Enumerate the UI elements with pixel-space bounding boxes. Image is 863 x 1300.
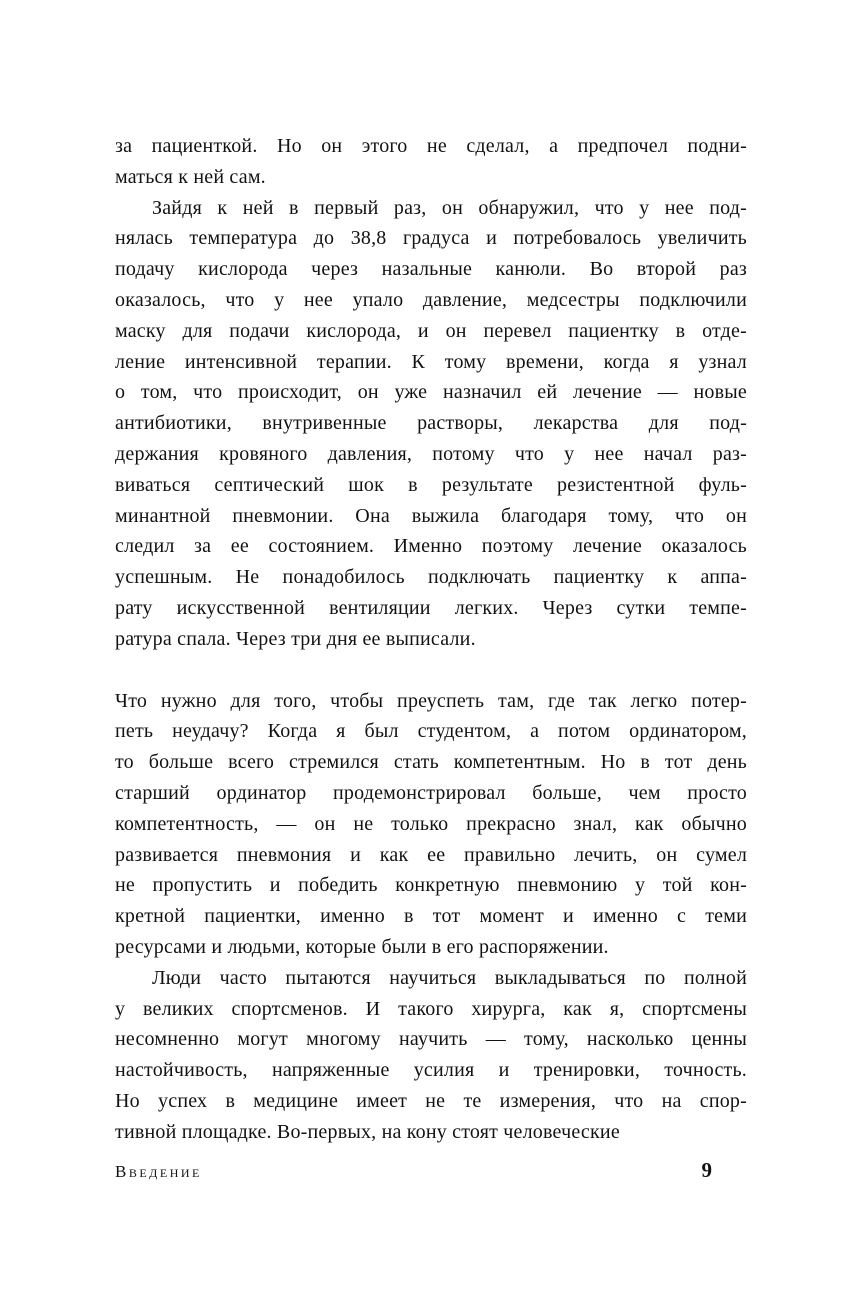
text-line: виваться септический шок в результате резистентной фуль- — [115, 473, 747, 496]
page-footer — [115, 1158, 712, 1183]
footer-section-title: Введение — [115, 1162, 202, 1181]
text-line: антибиотики, внутривенные растворы, лекарства для под- — [115, 412, 747, 435]
text-line: то больше всего стремился стать компетентным. Но в тот день — [115, 751, 747, 774]
text-line: подачу кислорода через назальные канюли. Во второй раз — [115, 258, 747, 281]
text-line: Но успех в медицине имеет не те измерения, что на спор- — [115, 1089, 747, 1112]
text-line: кретной пациентки, именно в тот момент и именно с теми — [115, 905, 747, 928]
text-line: оказалось, что у нее упало давление, медсестры подключили — [115, 288, 747, 311]
text-line: нялась температура до 38,8 градуса и потребовалось увеличить — [115, 227, 747, 250]
paragraph — [115, 963, 747, 1148]
text-line: петь неудачу? Когда я был студентом, а потом ординатором, — [115, 720, 747, 743]
text-line: маться к ней сам. — [115, 165, 266, 188]
text-line: минантной пневмонии. Она выжила благодаря тому, что он — [115, 504, 747, 527]
text-line: маску для подачи кислорода, и он перевел пациентку в отде- — [115, 319, 747, 342]
text-line: ресурсами и людьми, которые были в его распоряжении. — [115, 935, 609, 958]
text-line: у великих спортсменов. И такого хирурга, как я, спортсмены — [115, 997, 747, 1020]
paragraph — [115, 193, 747, 655]
text-block — [115, 131, 747, 1148]
text-line: несомненно могут многому научить — тому, насколько ценны — [115, 1028, 747, 1051]
text-line: рату искусственной вентиляции легких. Через сутки темпе- — [115, 596, 747, 619]
paragraph — [115, 131, 747, 193]
footer-page-number: 9 — [701, 1158, 712, 1182]
text-line: держания кровяного давления, потому что у нее начал раз- — [115, 442, 747, 465]
text-line: следил за ее состоянием. Именно поэтому лечение оказалось — [115, 535, 747, 558]
text-line: Люди часто пытаются научиться выкладываться по полной — [152, 966, 747, 989]
text-line: настойчивость, напряженные усилия и тренировки, точность. — [115, 1059, 747, 1082]
text-line: за пациенткой. Но он этого не сделал, а предпочел подни- — [115, 135, 747, 157]
text-line: старший ординатор продемонстрировал больше, чем просто — [115, 781, 747, 804]
text-line: не пропустить и победить конкретную пневмонию у той кон- — [115, 874, 747, 897]
text-line: ратура спала. Через три дня ее выписали. — [115, 627, 476, 650]
text-line: успешным. Не понадобилось подключать пациентку к аппа- — [115, 566, 747, 589]
text-line: тивной площадке. Во-первых, на кону стоят человеческие — [115, 1120, 620, 1143]
text-line: ление интенсивной терапии. К тому времени, когда я узнал — [115, 350, 747, 373]
text-line: Что нужно для того, чтобы преуспеть там, где так легко потер- — [115, 689, 747, 712]
text-line: развивается пневмония и как ее правильно лечить, он сумел — [115, 843, 747, 866]
text-line: Зайдя к ней в первый раз, он обнаружил, что у нее под- — [152, 196, 747, 219]
paragraph — [115, 686, 747, 963]
text-line: компетентность, — он не только прекрасно знал, как обычно — [115, 812, 747, 835]
text-line: о том, что происходит, он уже назначил ей лечение — новые — [115, 381, 747, 404]
